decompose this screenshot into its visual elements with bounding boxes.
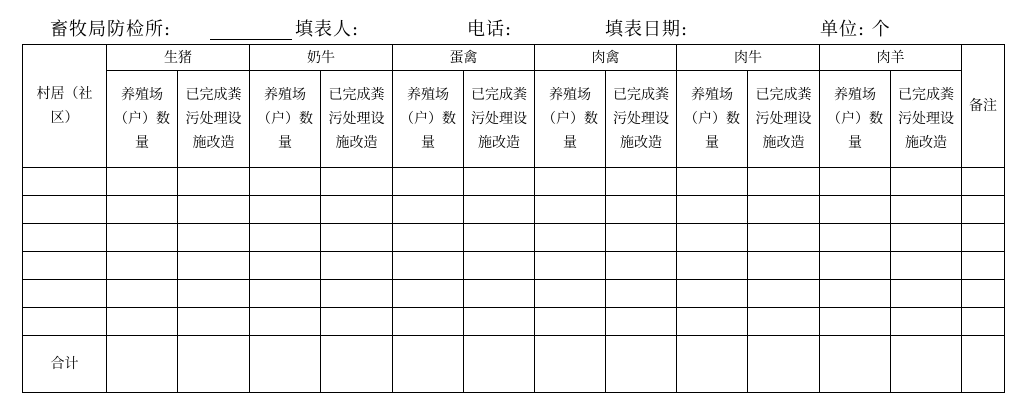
input-cell[interactable] [606,196,677,224]
village-name-cell[interactable] [23,168,107,196]
input-cell[interactable] [677,252,748,280]
input-cell[interactable] [178,252,250,280]
group-header-beef-cattle: 肉牛 [677,45,820,71]
input-cell[interactable] [321,336,393,393]
input-cell[interactable] [250,280,321,308]
input-cell[interactable] [107,280,178,308]
input-cell[interactable] [464,168,535,196]
total-label: 合计 [23,336,107,393]
entry-row [23,168,1005,196]
input-cell[interactable] [535,280,606,308]
village-name-cell[interactable] [23,224,107,252]
input-cell[interactable] [535,224,606,252]
input-cell[interactable] [535,168,606,196]
input-cell[interactable] [464,336,535,393]
input-cell[interactable] [891,196,962,224]
sub-header-farm-count: 养殖场（户）数量 [535,71,606,168]
input-cell[interactable] [748,252,820,280]
input-cell[interactable] [820,336,891,393]
input-cell[interactable] [464,280,535,308]
input-cell[interactable] [393,336,464,393]
entry-row [23,280,1005,308]
sub-header-completed: 已完成粪污处理设施改造 [321,71,393,168]
table-body [23,168,1005,393]
input-cell[interactable] [677,280,748,308]
input-cell[interactable] [820,308,891,336]
total-row [23,336,1005,393]
input-cell[interactable] [606,308,677,336]
input-cell[interactable] [393,168,464,196]
input-cell[interactable] [962,308,1005,336]
group-header-dairy-cow: 奶牛 [250,45,393,71]
village-name-cell[interactable] [23,196,107,224]
input-cell[interactable] [250,252,321,280]
village-name-cell[interactable] [23,280,107,308]
input-cell[interactable] [178,196,250,224]
phone-label: 电话: [467,19,513,40]
station-blank-line [210,39,292,40]
entry-row [23,308,1005,336]
sub-header-completed: 已完成粪污处理设施改造 [891,71,962,168]
date-label: 填表日期: [605,19,689,40]
input-cell[interactable] [891,168,962,196]
input-cell[interactable] [321,252,393,280]
input-cell[interactable] [321,224,393,252]
input-cell[interactable] [677,224,748,252]
sub-header-farm-count: 养殖场（户）数量 [107,71,178,168]
input-cell[interactable] [891,252,962,280]
station-label: 畜牧局防检所: [50,19,172,40]
input-cell[interactable] [178,308,250,336]
input-cell[interactable] [748,336,820,393]
input-cell[interactable] [535,308,606,336]
input-cell[interactable] [250,308,321,336]
village-name-cell[interactable] [23,252,107,280]
village-name-cell[interactable] [23,308,107,336]
remarks-header: 备注 [962,45,1005,168]
input-cell[interactable] [748,280,820,308]
input-cell[interactable] [321,280,393,308]
input-cell[interactable] [393,196,464,224]
group-header-mutton-sheep: 肉羊 [820,45,962,71]
input-cell[interactable] [748,308,820,336]
input-cell[interactable] [250,224,321,252]
input-cell[interactable] [748,224,820,252]
input-cell[interactable] [107,224,178,252]
sub-header-completed: 已完成粪污处理设施改造 [178,71,250,168]
input-cell[interactable] [107,252,178,280]
input-cell[interactable] [250,168,321,196]
input-cell[interactable] [820,168,891,196]
input-cell[interactable] [606,280,677,308]
sub-header-farm-count: 养殖场（户）数量 [250,71,321,168]
input-cell[interactable] [107,308,178,336]
input-cell[interactable] [962,196,1005,224]
sub-header-completed: 已完成粪污处理设施改造 [606,71,677,168]
input-cell[interactable] [321,168,393,196]
input-cell[interactable] [107,336,178,393]
input-cell[interactable] [891,336,962,393]
sub-header-farm-count: 养殖场（户）数量 [820,71,891,168]
input-cell[interactable] [393,224,464,252]
input-cell[interactable] [962,224,1005,252]
group-header-layer-poultry: 蛋禽 [393,45,535,71]
input-cell[interactable] [464,224,535,252]
input-cell[interactable] [107,196,178,224]
input-cell[interactable] [820,196,891,224]
input-cell[interactable] [535,196,606,224]
input-cell[interactable] [820,224,891,252]
input-cell[interactable] [464,252,535,280]
input-cell[interactable] [677,336,748,393]
input-cell[interactable] [606,336,677,393]
input-cell[interactable] [606,252,677,280]
entry-row [23,252,1005,280]
input-cell[interactable] [535,336,606,393]
input-cell[interactable] [820,280,891,308]
report-table [22,44,1005,393]
input-cell[interactable] [178,168,250,196]
unit-label: 单位: 个 [820,19,891,40]
filler-label: 填表人: [295,19,360,40]
input-cell[interactable] [677,308,748,336]
sub-header-completed: 已完成粪污处理设施改造 [464,71,535,168]
sub-header-completed: 已完成粪污处理设施改造 [748,71,820,168]
input-cell[interactable] [962,252,1005,280]
group-header-pig: 生猪 [107,45,250,71]
input-cell[interactable] [962,168,1005,196]
input-cell[interactable] [962,336,1005,393]
group-header-broiler-poultry: 肉禽 [535,45,677,71]
input-cell[interactable] [393,308,464,336]
input-cell[interactable] [107,168,178,196]
input-cell[interactable] [820,252,891,280]
input-cell[interactable] [748,168,820,196]
input-cell[interactable] [606,168,677,196]
entry-row [23,196,1005,224]
input-cell[interactable] [535,252,606,280]
input-cell[interactable] [606,224,677,252]
input-cell[interactable] [321,196,393,224]
input-cell[interactable] [891,224,962,252]
form-header [0,0,1027,44]
input-cell[interactable] [250,196,321,224]
input-cell[interactable] [250,336,321,393]
input-cell[interactable] [321,308,393,336]
input-cell[interactable] [677,168,748,196]
input-cell[interactable] [393,280,464,308]
input-cell[interactable] [178,280,250,308]
input-cell[interactable] [677,196,748,224]
input-cell[interactable] [962,280,1005,308]
input-cell[interactable] [748,196,820,224]
sub-header-farm-count: 养殖场（户）数量 [393,71,464,168]
village-header: 村居（社区） [23,45,107,168]
input-cell[interactable] [178,336,250,393]
input-cell[interactable] [891,280,962,308]
input-cell[interactable] [464,308,535,336]
entry-row [23,224,1005,252]
input-cell[interactable] [178,224,250,252]
input-cell[interactable] [464,196,535,224]
sub-header-farm-count: 养殖场（户）数量 [677,71,748,168]
input-cell[interactable] [393,252,464,280]
input-cell[interactable] [891,308,962,336]
